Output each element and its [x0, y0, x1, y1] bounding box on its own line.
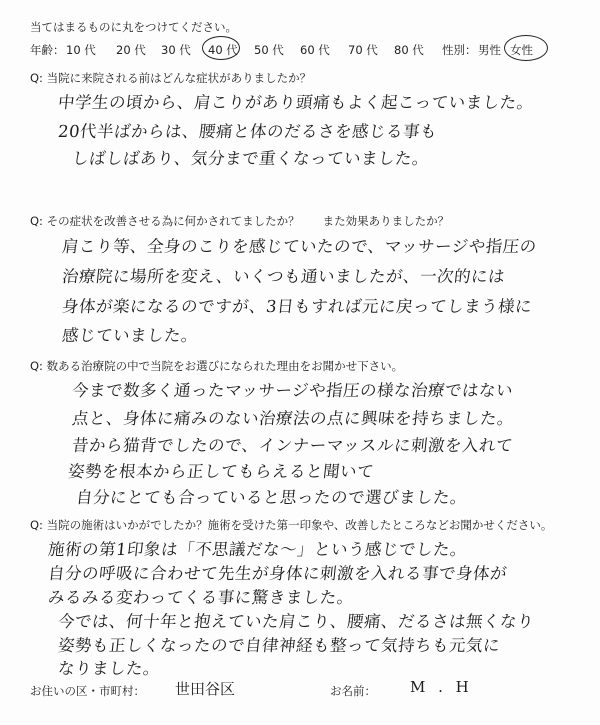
age-option: 50 代 — [254, 43, 284, 57]
age-option: 60 代 — [300, 43, 330, 57]
answer-3-line-4: 姿勢を根本から正してもらえると聞いて — [67, 462, 376, 481]
gender-option: 男性 — [478, 43, 501, 57]
age-option: 20 代 — [116, 43, 146, 57]
answer-4-line-6: なりました。 — [57, 659, 162, 678]
age-option: 80 代 — [394, 43, 424, 57]
question-1: Q: 当院に来院される前はどんな症状がありましたか？ — [30, 71, 312, 85]
age-option: 10 代 — [66, 43, 96, 57]
question-4: Q: 当院の施術はいかがでしたか？施術を受けた第一印象や、改善したところなどお聞かせください。 — [30, 518, 553, 532]
address-value: 世田谷区 — [175, 680, 236, 698]
question-2: Q: その症状を改善させる為に何かされてましたか？ また効果ありましたか？ — [30, 214, 450, 228]
answer-4-line-1: 施術の第1印象は「不思議だな〜」という感じでした。 — [47, 540, 469, 559]
age-label: 年齢： — [30, 43, 65, 57]
answer-3-line-3: 昔から猫背でしたので、インナーマッスルに刺激を入れて — [71, 436, 515, 455]
name-value: M . H — [410, 678, 473, 696]
gender-option-selected: 女性 — [510, 43, 533, 57]
answer-4-line-3: みるみる変わってくる事に驚きました。 — [47, 588, 355, 607]
name-label: お名前： — [330, 684, 376, 698]
answer-2-line-1: 肩こり等、全身のこりを感じていたので、マッサージや指圧の — [61, 237, 538, 256]
age-option: 70 代 — [348, 43, 378, 57]
gender-label: 性別： — [442, 43, 477, 57]
age-option: 30 代 — [161, 43, 191, 57]
answer-4-line-2: 自分の呼吸に合わせて先生が身体に刺激を入れる事で身体が — [47, 564, 509, 583]
instruction-text: 当てはまるものに丸をつけてください。 — [30, 20, 237, 34]
question-3: Q: 数ある治療院の中で当院をお選びになられた理由をお聞かせ下さい。 — [30, 359, 404, 373]
answer-2-line-4: 感じていました。 — [61, 326, 200, 345]
selected-gender-circle — [504, 35, 548, 61]
answer-1-line-3: しばしばあり、気分まで重くなっていました。 — [71, 149, 431, 168]
answer-4-line-5: 姿勢も正しくなったので自律神経も整って気持ちも元気に — [57, 636, 502, 655]
answer-3-line-2: 点と、身体に痛みのない治療法の点に興味を持ちました。 — [71, 409, 516, 428]
answer-2-line-2: 治療院に場所を変え、いくつも通いましたが、一次的には — [61, 267, 507, 286]
age-option-selected: 40 代 — [208, 43, 238, 57]
selected-age-circle — [202, 36, 240, 60]
answer-4-line-4: 今では、何十年と抱えていた肩こり、腰痛、だるさは無くなり — [57, 612, 536, 631]
answer-1-line-1: 中学生の頃から、肩こりがあり頭痛もよく起こっていました。 — [57, 93, 535, 112]
answer-1-line-2: 20代半ばからは、腰痛と体のだるさを感じる事も — [57, 122, 439, 141]
answer-2-line-3: 身体が楽になるのですが、3日もすれば元に戻ってしまう様に — [61, 297, 534, 316]
address-label: お住いの区・市町村： — [30, 684, 145, 698]
answer-3-line-5: 自分にとても合っていると思ったので選びました。 — [75, 488, 469, 507]
answer-3-line-1: 今まで数多く通ったマッサージや指圧の様な治療ではない — [71, 381, 515, 400]
